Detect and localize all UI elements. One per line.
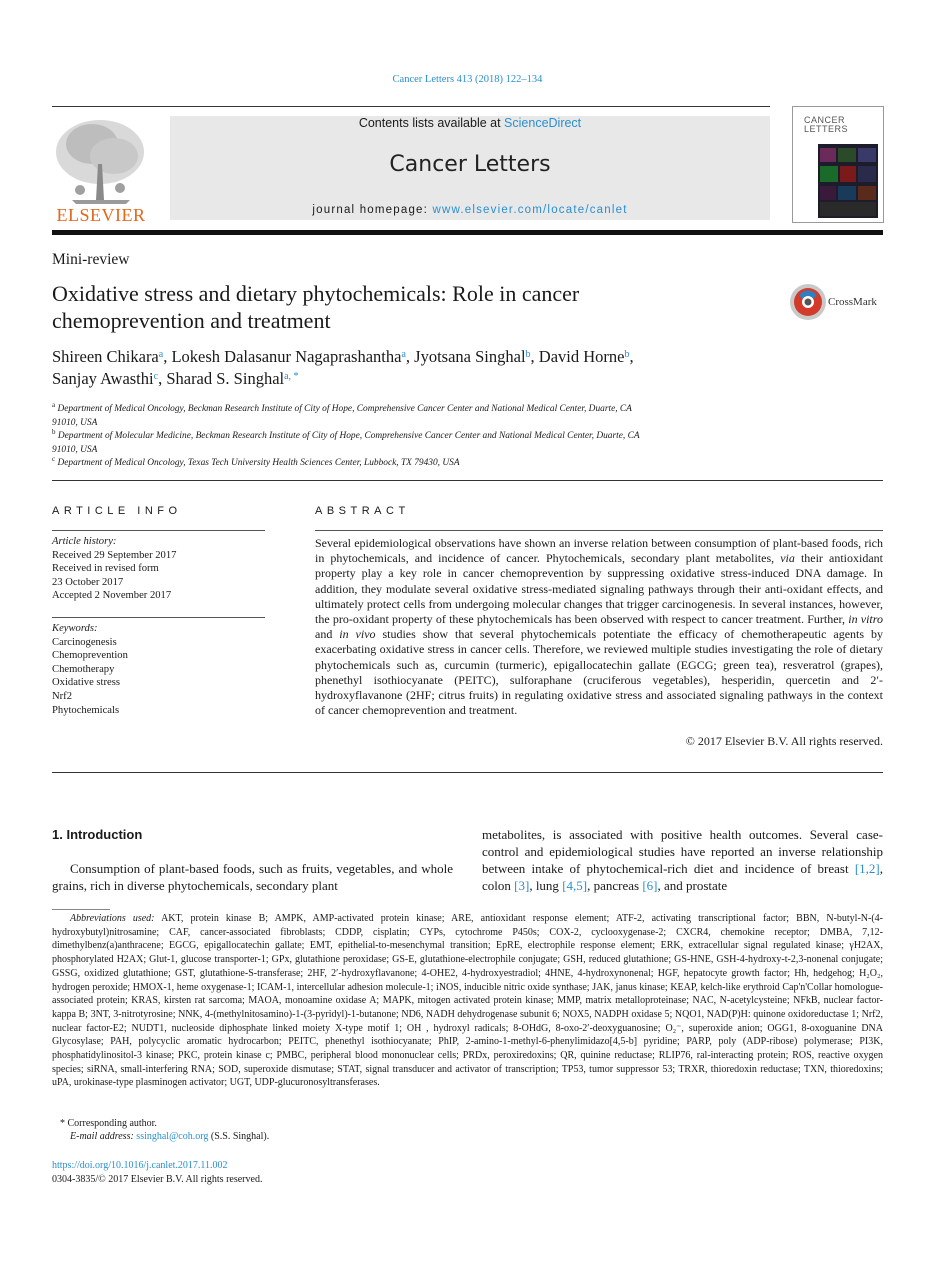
author-list: Shireen Chikara$^a$, Lokesh Dalasanur Nagaprashantha$^a$, Jyotsana Singhal$^b$, David Horne$^b$, Sanjay Awasthi$^c$, Sharad S. Singhal$^{a, *}$ — [52, 347, 634, 388]
citation-link[interactable]: [6] — [642, 878, 658, 893]
abstract-rule — [315, 530, 883, 531]
author-affil-sup[interactable]: a, * — [284, 371, 299, 382]
author-affil-sup[interactable]: b — [624, 349, 630, 360]
author-affil-sup[interactable]: a — [158, 349, 164, 360]
citation-link[interactable]: [4,5] — [562, 878, 588, 893]
doi-link[interactable]: https://doi.org/10.1016/j.canlet.2017.11.002 — [52, 1160, 228, 1171]
journal-title: Cancer Letters — [389, 152, 551, 177]
footnote-rule — [52, 909, 110, 910]
sciencedirect-link[interactable]: ScienceDirect — [504, 116, 582, 130]
history-item: Received 29 September 2017 — [52, 549, 177, 561]
author-affil-sup[interactable]: c — [153, 371, 159, 382]
keyword: Oxidative stress — [52, 677, 120, 689]
homepage-link[interactable]: www.elsevier.com/locate/canlet — [432, 204, 628, 216]
corresponding-author-note: * Corresponding author. — [60, 1118, 157, 1129]
header-thick-rule — [52, 230, 883, 235]
section-rule — [52, 772, 883, 773]
contents-line: Contents lists available at ScienceDirect — [358, 116, 582, 130]
affiliation-c: $^c$ Department of Medical Oncology, Texas Tech University Health Sciences Center, Lubbock, TX 79430, USA — [52, 455, 460, 469]
article-title: Oxidative stress and dietary phytochemicals: Role in cancer chemoprevention and treatment — [52, 281, 580, 333]
keyword: Nrf2 — [52, 690, 73, 702]
keyword: Chemoprevention — [52, 650, 128, 662]
article-type: Mini-review — [52, 251, 130, 268]
keywords: Keywords: Carcinogenesis Chemoprevention Chemotherapy Oxidative stress Nrf2 Phytochemicals — [52, 622, 265, 717]
abstract-text: Several epidemiological observations have shown an inverse relation between consumption of plant-based foods, rich in phytochemicals, and incidence of cancer. Phytochemicals, secondary plant metabolites, via their antioxidant property play a key role in cancer chemoprevention by suppressing oxidative stress-induced DNA damage. In addition, they modulate several oxidative stress-mediated signaling pathways through their anti-oxidant effects, and ultimately protect cells from undergoing molecular changes that trigger carcinogenesis. In several instances, however, the pro-oxidant property of these phytochemicals has been observed with respect to cancer treatment. Further, in vitro and in vivo studies show that several phytochemicals potentiate the efficacy of chemotherapeutic agents by exacerbating oxidative stress in cancer cells. Therefore, we reviewed multiple studies investigating the role of dietary phytochemicals such as, curcumin (turmeric), epigallocatechin gallate (EGCG; green tea), resveratrol (grapes), phenethyl isothiocyanate (PEITC), sulforaphane (cruciferous vegetables), hesperidin, quercetin and 2′-hydroxyflavanone (2HF; citrus fruits) in regulating oxidative stress and associated signaling pathways in the context of cancer chemoprevention and treatment. — [315, 536, 883, 718]
author-affil-sup[interactable]: b — [525, 349, 531, 360]
abbreviations-footnote: Abbreviations used: AKT, protein kinase B; AMPK, AMP-activated protein kinase; ARE, antioxidant response element; ATF-2, activating transcriptional factor; BBN, N-butyl-N-(4-hydroxybutyl)nitrosamine; CAF, cancer-associated fibroblasts; CDDP, cisplatin; CYPs, cytochrome P450s; COX-2, cyclooxygenase-2; CXCR4, chemokine receptor; DMBA, 7,12-dimethylbenz(a)anthracene; EGCG, epigallocatechin gallate; EMT, epithelial-to-mesenchymal transition; EpRE, electrophile response element; ERK, extracellular signal regulated kinase; γH2AX, phosphorylated H2AX; Glut-1, glucose transporter-1; GPx, glutathione peroxidase; GS-E, glutathione-electrophile conjugate; GSH, reduced glutathione; GS-HNE, GSH-4-hydroxy-t-2,3-nonenal conjugate; GSSG, oxidized glutathione; GST, glutathione-S-transferase; 2HF, 2′-hydroxyflavanone; 4-OHE2, 4-hydroxyestradiol; 4HNE, 4-hydroxynonenal; HGF, hepatocyte growth factor; Hh, hedgehog; H₂O₂, hydrogen peroxide; HMOX-1, heme oxygenase-1; ICAM-1, intercellular adhesion molecule-1; iNOS, inducible nitric oxide synthase; JAK, janus kinase; KEAP, kelch-like erythroid Cap'n'Collar homologue-associated protein; KRAS, kirsten rat sarcoma; MAOA, monoamine oxidase A; MAPK, mitogen activated protein kinase; MMP, matrix metalloproteinase; NAC, N-acetylcysteine; NFkB, nuclear factor-kappa B; 3NT, 3-nitrotyrosine; NNK, 4-(methylnitosamino)-1-(3-pyridyl)-1-butanone; ND6, NADH dehydrogenase subunit 6; NOX5, NADPH oxidase 5; NQO1, NAD(P)H: quinone oxidoreductase 1; Nrf2, nuclear factor-E2; NUDT1, nucleoside diphosphate linked moiety X-type motif 1; OH , hydroxyl radicals; 8-OHdG, 8-oxo-2′-deoxyguanosine; O₂⁻, superoxide anion; OGG1, 8-oxoguanine DNA Glycosylase; PAH, polycyclic aromatic hydrocarbon; PEITC, phenethyl isothiocyanate; PhIP, 2-amino-1-methyl-6-phenylimidazo[4,5-b] pyridine; PARP, poly (ADP-ribose) polymerase; PI3K, phosphatidylinositol-3 kinase; PKC, protein kinase c; PMBC, peripheral blood mononuclear cells; PRDx, peroxiredoxins; QR, quinine reductase; RLIP76, ral-interacting protein; ROS, reactive oxygen species; siRNA, small-interfering RNA; SOD, superoxide dismutase; STAT, signal transducer and activator of transcription; TP53, tumor suppressor 53; TRXR, thioredoxin reductase; TXN, thioredoxins; uPA, urokinase-type plasminogen activator; UGT, UDP-glucuronosyltransferases. — [52, 913, 883, 1089]
keyword: Carcinogenesis — [52, 636, 117, 648]
keyword: Phytochemicals — [52, 704, 120, 716]
issn-line: 0304-3835/© 2017 Elsevier B.V. All rights reserved. — [52, 1174, 263, 1185]
article-info-heading: ARTICLE INFO — [52, 505, 182, 517]
cover-image — [804, 144, 878, 218]
elsevier-wordmark: ELSEVIER — [56, 205, 146, 225]
author[interactable]: David Horne — [538, 347, 625, 366]
author[interactable]: Jyotsana Singhal — [414, 347, 526, 366]
email-link[interactable]: ssinghal@coh.org — [136, 1131, 209, 1142]
intro-right-column: metabolites, is associated with positive health outcomes. Several case-control and epidemiological studies have reported an inverse relationship between intake of phytochemical-rich diet and incidence of breast [1,2], colon [3], lung [4,5], pancreas [6], and prostate — [482, 827, 883, 893]
header-rule — [52, 106, 770, 107]
keyword: Chemotherapy — [52, 663, 115, 675]
citation-link[interactable]: [3] — [514, 878, 530, 893]
abstract-copyright: © 2017 Elsevier B.V. All rights reserved. — [685, 734, 883, 748]
affiliation-a: $^a$ Department of Medical Oncology, Beckman Research Institute of City of Hope, Comprehensive Cancer Center and National Medical Center, Duarte, CA 91010, USA — [52, 401, 632, 428]
abstract-heading: ABSTRACT — [315, 505, 410, 517]
history-item: Received in revised form — [52, 563, 159, 575]
author[interactable]: Sharad S. Singhal — [166, 369, 285, 388]
email-line: E-mail address: ssinghal@coh.org (S.S. Singhal). — [70, 1131, 270, 1142]
section-rule — [52, 480, 883, 481]
history-item: Accepted 2 November 2017 — [52, 590, 172, 602]
journal-homepage: journal homepage: www.elsevier.com/locate/canlet — [312, 204, 628, 216]
citation-link[interactable]: [1,2] — [854, 861, 880, 876]
introduction-heading: 1. Introduction — [52, 827, 143, 842]
history-item: 23 October 2017 — [52, 576, 124, 588]
article-info-rule — [52, 617, 265, 618]
author[interactable]: Lokesh Dalasanur Nagaprashantha — [171, 347, 402, 366]
affiliation-b: $^b$ Department of Molecular Medicine, Beckman Research Institute of City of Hope, Comprehensive Cancer Center and National Medical Center, Duarte, CA 91010, USA — [52, 428, 640, 455]
article-info-rule — [52, 530, 265, 531]
article-history: Article history: Received 29 September 2017 Received in revised form 23 October 2017 Accepted 2 November 2017 — [52, 535, 265, 603]
author[interactable]: Shireen Chikara — [52, 347, 159, 366]
intro-left-column: Consumption of plant-based foods, such as fruits, vegetables, and whole grains, rich in diverse phytochemicals, secondary plant — [52, 861, 453, 893]
crossmark-label[interactable]: CrossMark — [828, 296, 877, 308]
author-affil-sup[interactable]: a — [401, 349, 406, 360]
author[interactable]: Sanjay Awasthi — [52, 369, 154, 388]
journal-reference[interactable]: Cancer Letters 413 (2018) 122–134 — [392, 74, 543, 85]
cover-title: CANCER LETTERS — [804, 115, 849, 134]
